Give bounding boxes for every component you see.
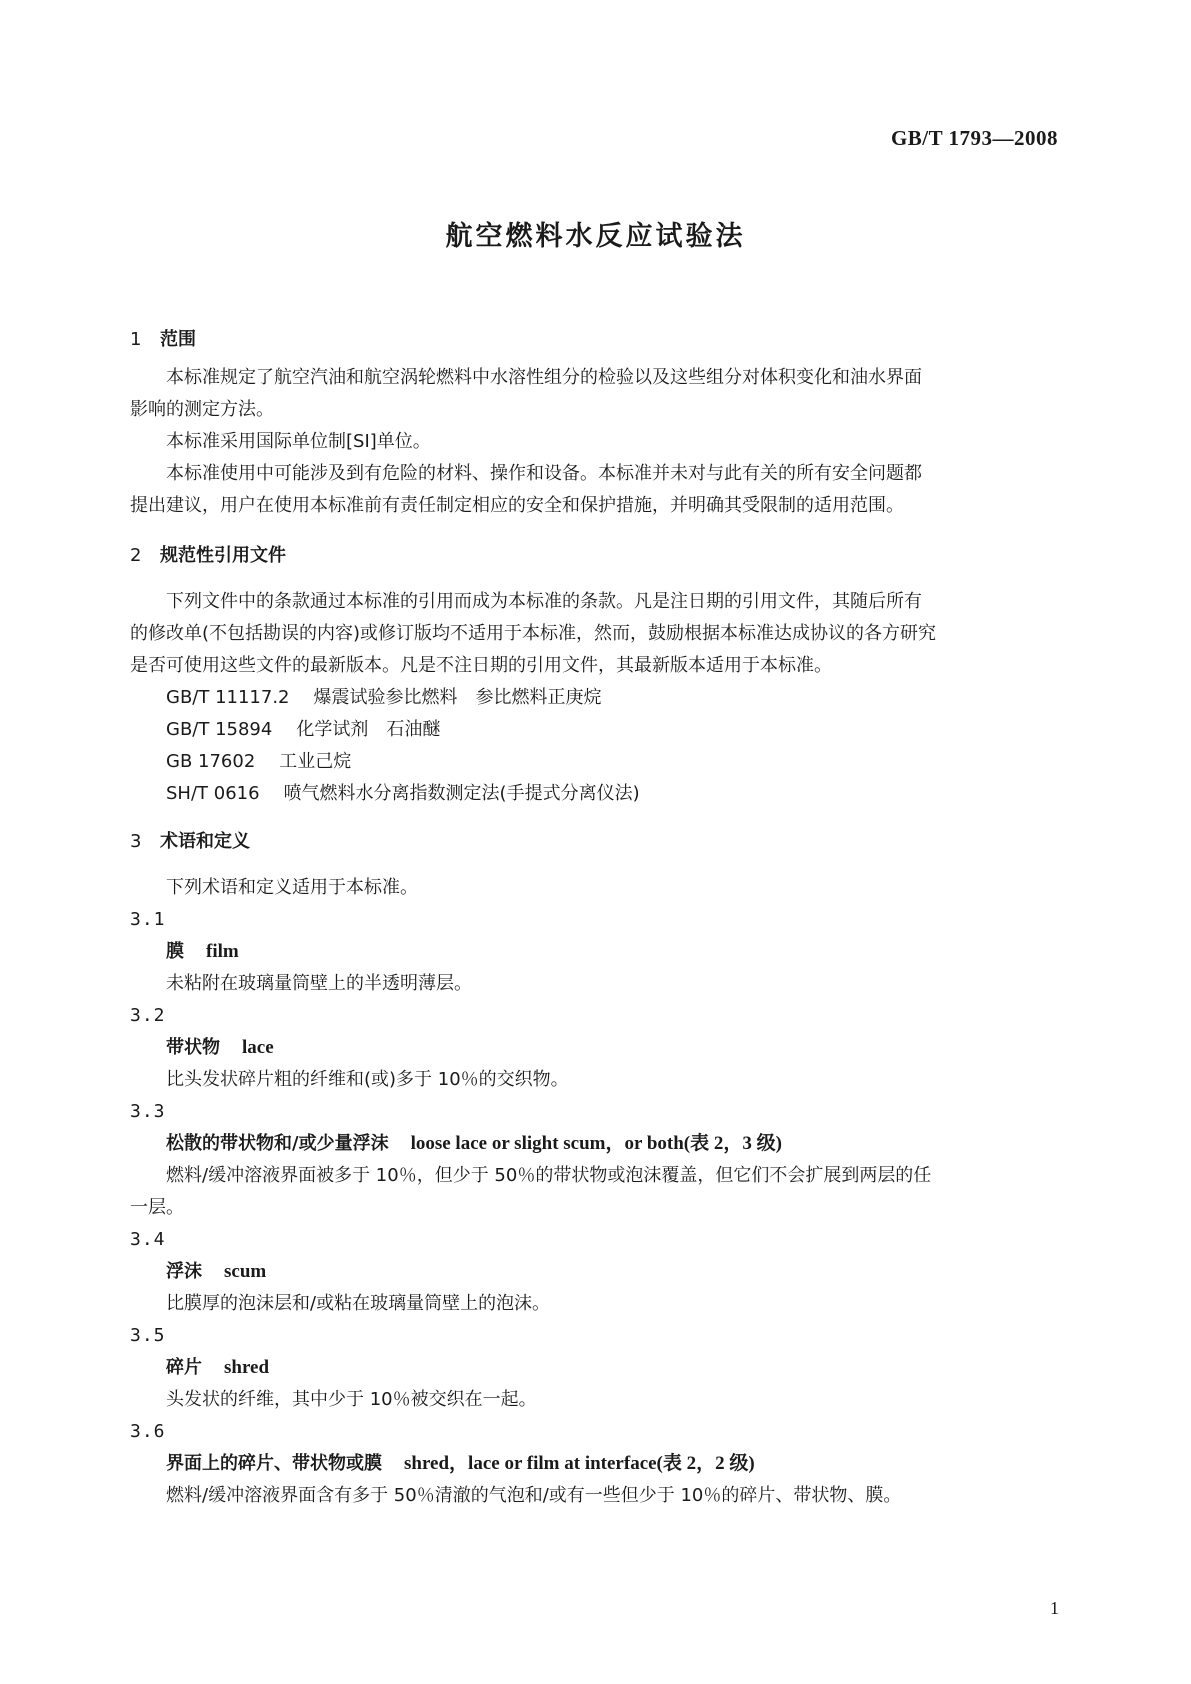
section-title: 规范性引用文件	[160, 545, 286, 566]
reference-item	[130, 714, 1060, 746]
section-title: 术语和定义	[160, 831, 250, 852]
term-en: loose lace or slight scum，or both(表 2，3 级)	[410, 1133, 782, 1154]
reference-title: 喷气燃料水分离指数测定法(手提式分离仪法)	[283, 783, 640, 804]
term-cn: 松散的带状物和/或少量浮沫	[166, 1133, 389, 1154]
page-number: 1	[1050, 1598, 1059, 1618]
term-number: 3.1	[130, 909, 166, 930]
term-number: 3.5	[130, 1325, 166, 1346]
term-number: 3.6	[130, 1421, 166, 1442]
term-definition	[130, 1160, 1060, 1192]
paragraph	[130, 490, 1060, 522]
section-3-heading	[130, 830, 1060, 854]
paragraph	[130, 586, 1060, 618]
text-line: 本标准使用中可能涉及到有危险的材料、操作和设备。本标准并未对与此有关的所有安全问题都	[166, 463, 922, 484]
term-en: scum	[224, 1261, 267, 1282]
term-heading	[130, 936, 1060, 968]
paragraph: 下列术语和定义适用于本标准。	[166, 877, 418, 898]
document-title: 航空燃料水反应试验法	[445, 221, 746, 252]
text-line: 燃料/缓冲溶液界面被多于 10％，但少于 50％的带状物或泡沫覆盖，但它们不会扩展到两层的任	[166, 1165, 932, 1186]
reference-title: 爆震试验参比燃料 参比燃料正庚烷	[313, 687, 602, 708]
term-en: shred	[224, 1357, 270, 1378]
text-line: 一层。	[130, 1197, 184, 1218]
section-number: 3	[130, 831, 142, 852]
reference-item	[130, 682, 1060, 714]
term-cn: 碎片	[166, 1357, 202, 1378]
term-number: 3.2	[130, 1005, 166, 1026]
reference-code: GB/T 11117.2	[166, 687, 290, 708]
term-definition: 比膜厚的泡沫层和/或粘在玻璃量筒壁上的泡沫。	[166, 1293, 551, 1314]
reference-item	[130, 746, 1060, 778]
term-heading	[130, 1448, 1060, 1480]
reference-title: 化学试剂 石油醚	[296, 719, 441, 740]
term-definition: 头发状的纤维，其中少于 10％被交织在一起。	[166, 1389, 537, 1410]
term-cn: 浮沫	[166, 1261, 202, 1282]
term-cn: 膜	[166, 941, 184, 962]
term-heading	[130, 1352, 1060, 1384]
paragraph	[130, 394, 1060, 426]
reference-title: 工业己烷	[279, 751, 352, 772]
term-definition: 燃料/缓冲溶液界面含有多于 50％清澈的气泡和/或有一些但少于 10％的碎片、带状物、膜。	[166, 1485, 902, 1506]
term-en: shred，lace or film at interface(表 2，2 级)	[404, 1453, 755, 1474]
paragraph	[130, 618, 1060, 650]
term-definition: 比头发状碎片粗的纤维和(或)多于 10％的交织物。	[166, 1069, 569, 1090]
text-line: 是否可使用这些文件的最新版本。凡是不注日期的引用文件，其最新版本适用于本标准。	[130, 655, 832, 676]
section-number: 1	[130, 329, 142, 350]
term-number: 3.4	[130, 1229, 166, 1250]
section-number: 2	[130, 545, 142, 566]
text-line: 下列文件中的条款通过本标准的引用而成为本标准的条款。凡是注日期的引用文件，其随后所有	[166, 591, 922, 612]
reference-item	[130, 778, 1060, 810]
section-2-heading	[130, 544, 1060, 568]
reference-code: SH/T 0616	[166, 783, 260, 804]
section-1-heading	[130, 328, 1060, 352]
text-line: 提出建议，用户在使用本标准前有责任制定相应的安全和保护措施，并明确其受限制的适用范围。	[130, 495, 904, 516]
text-line: 影响的测定方法。	[130, 399, 274, 420]
standard-code: GB/T 1793—2008	[890, 126, 1058, 150]
reference-code: GB 17602	[166, 751, 256, 772]
paragraph: 本标准采用国际单位制[SI]单位。	[166, 431, 431, 452]
term-definition-continued	[130, 1192, 1060, 1224]
paragraph	[130, 458, 1060, 490]
term-cn: 带状物	[166, 1037, 220, 1058]
term-heading	[130, 1256, 1060, 1288]
term-en: film	[206, 941, 239, 962]
term-definition: 未粘附在玻璃量筒壁上的半透明薄层。	[166, 973, 472, 994]
paragraph	[130, 362, 1060, 394]
reference-code: GB/T 15894	[166, 719, 273, 740]
term-en: lace	[242, 1037, 274, 1058]
term-number: 3.3	[130, 1101, 166, 1122]
section-title: 范围	[160, 329, 196, 350]
term-heading	[130, 1128, 1060, 1160]
paragraph	[130, 650, 1060, 682]
text-line: 的修改单(不包括勘误的内容)或修订版均不适用于本标准，然而，鼓励根据本标准达成协议的各方研究	[130, 623, 937, 644]
term-cn: 界面上的碎片、带状物或膜	[166, 1453, 382, 1474]
text-line: 本标准规定了航空汽油和航空涡轮燃料中水溶性组分的检验以及这些组分对体积变化和油水界面	[166, 367, 922, 388]
term-heading	[130, 1032, 1060, 1064]
document-body	[130, 328, 1060, 1512]
